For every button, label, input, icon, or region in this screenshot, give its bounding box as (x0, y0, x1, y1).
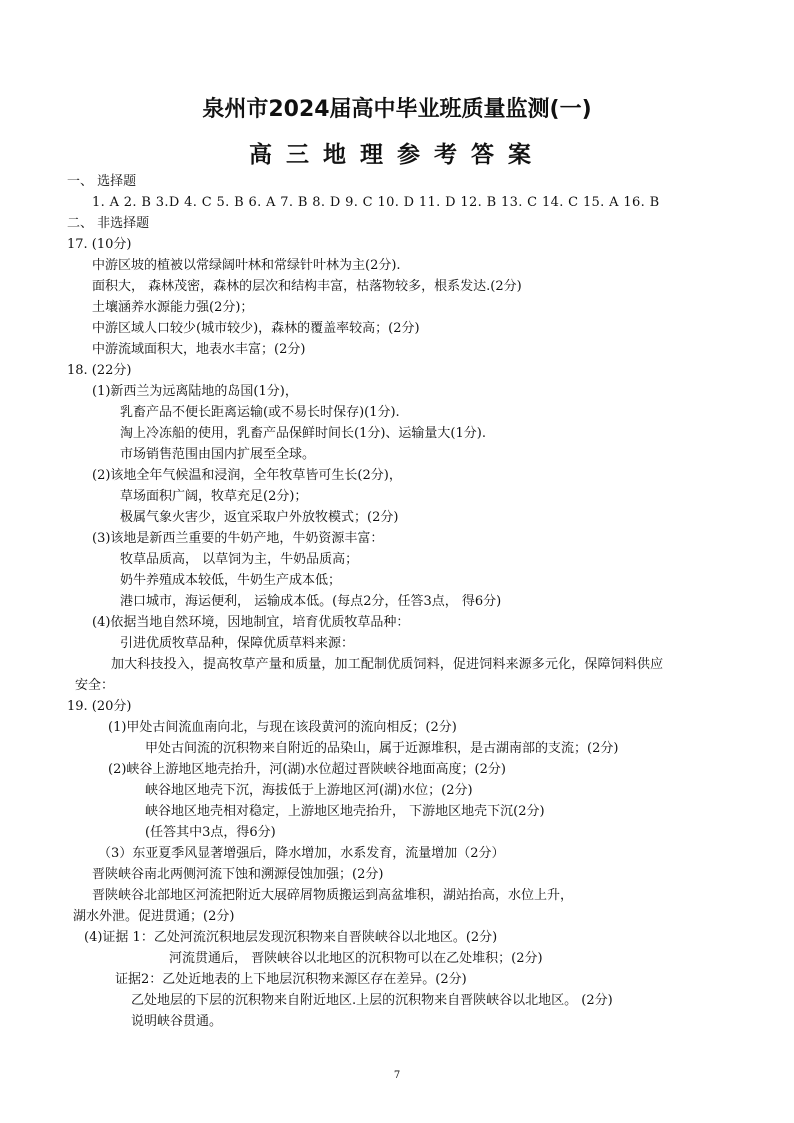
answer-line: 中游区坡的植被以常绿阔叶林和常绿针叶林为主(2分). (92, 258, 401, 273)
answer-line: 峡谷地区地壳相对稳定，上游地区地壳抬升， 下游地区地壳下沉(2分) (145, 804, 545, 819)
answer-line: 极属气象火害少，返宜采取户外放牧模式；(2分) (120, 510, 399, 525)
answer-line: 土壤涵养水源能力强(2分)； (92, 300, 254, 315)
answer-line: 引进优质牧草品种，保障优质草料来源： (120, 636, 355, 651)
question-heading: 18. (22分) (67, 363, 132, 378)
answer-line: 证据2：乙处近地表的上下地层沉积物来源区存在差异。(2分) (115, 972, 467, 987)
answer-line: 中游流域面积大，地表水丰富；(2分) (92, 342, 306, 357)
section-heading: 一、 选择题 (67, 174, 137, 189)
answer-line: （3）东亚夏季风显著增强后，降水增加，水系发育，流量增加（2分） (98, 846, 505, 861)
answer-line: 甲处古间流的沉积物来自附近的品染山，属于近源堆积，是古湖南部的支流；(2分) (145, 741, 619, 756)
answer-line: 牧草品质高， 以草饲为主，牛奶品质高； (120, 552, 359, 567)
section-heading: 二、 非选择题 (67, 216, 150, 231)
answer-line: 晋陕峡谷南北两侧河流下蚀和溯源侵蚀加强；(2分) (92, 867, 384, 882)
answer-line: (4)证据 1：乙处河流沉积地层发现沉积物来自晋陕峡谷以北地区。(2分) (84, 930, 498, 945)
mc-answers: 1. A 2. B 3.D 4. C 5. B 6. A 7. B 8. D 9. C 10. D 11. D 12. B 13. C 14. C 15. A 16. B (92, 195, 660, 210)
document-subtitle: 高三地理参考答案 (249, 142, 545, 168)
question-heading: 19. (20分) (67, 699, 132, 714)
answer-line: 河流贯通后， 晋陕峡谷以北地区的沉积物可以在乙处堆积；(2分) (169, 951, 543, 966)
answer-line: (4)依据当地自然环境，因地制宜，培育优质牧草品种： (92, 615, 410, 630)
answer-line: (2)该地全年气候温和浸润，全年牧草皆可生长(2分)， (92, 468, 402, 483)
answer-line: 乙处地层的下层的沉积物来自附近地区.上层的沉积物来自晋陕峡谷以北地区。 (2分) (131, 993, 613, 1008)
document-title: 泉州市2024届高中毕业班质量监测(一) (202, 97, 592, 122)
answer-line: 草场面积广阔，牧草充足(2分)； (120, 489, 308, 504)
answer-line: 中游区域人口较少(城市较少)，森林的覆盖率较高；(2分) (92, 321, 420, 336)
answer-line: 奶牛养殖成本较低，牛奶生产成本低； (120, 573, 342, 588)
answer-line: 说明峡谷贯通。 (131, 1014, 223, 1029)
answer-line: 安全： (75, 678, 115, 693)
answer-line: 乳畜产品不便长距离运输(或不易长时保存)(1分). (120, 405, 400, 420)
answer-line: 加大科技投入，提高牧草产量和质量，加工配制优质饲料，促进饲料来源多元化，保障饲料供应 (111, 657, 664, 672)
answer-line: (3)该地是新西兰重要的牛奶产地，牛奶资源丰富： (92, 531, 384, 546)
question-heading: 17. (10分) (67, 237, 132, 252)
answer-line: 淘上冷冻船的使用，乳畜产品保鲜时间长(1分)、运输量大(1分). (120, 426, 486, 441)
answer-line: (2)峡谷上游地区地壳抬升，河(湖)水位超过晋陕峡谷地面高度；(2分) (108, 762, 506, 777)
answer-line: 晋陕峡谷北部地区河流把附近大展碎屑物质搬运到高盆堆积，湖站抬高，水位上升， (92, 888, 574, 903)
answer-line: 面积大， 森林茂密，森林的层次和结构丰富，枯落物较多，根系发达.(2分) (92, 279, 522, 294)
answer-line: (任答其中3点，得6分) (145, 825, 276, 840)
answer-line: 市场销售范围由国内扩展至全球。 (120, 447, 316, 462)
answer-line: (1)甲处古间流血南向北，与现在该段黄河的流向相反；(2分) (108, 720, 457, 735)
answer-line: 湖水外泄。促进贯通；(2分) (73, 909, 235, 924)
answer-line: (1)新西兰为远离陆地的岛国(1分)， (92, 384, 298, 399)
answer-line: 港口城市，海运便利， 运输成本低。(每点2分，任答3点， 得6分) (120, 594, 502, 609)
answer-line: 峡谷地区地壳下沉，海拔低于上游地区河(湖)水位；(2分) (145, 783, 473, 798)
page-number: 7 (393, 1070, 401, 1081)
